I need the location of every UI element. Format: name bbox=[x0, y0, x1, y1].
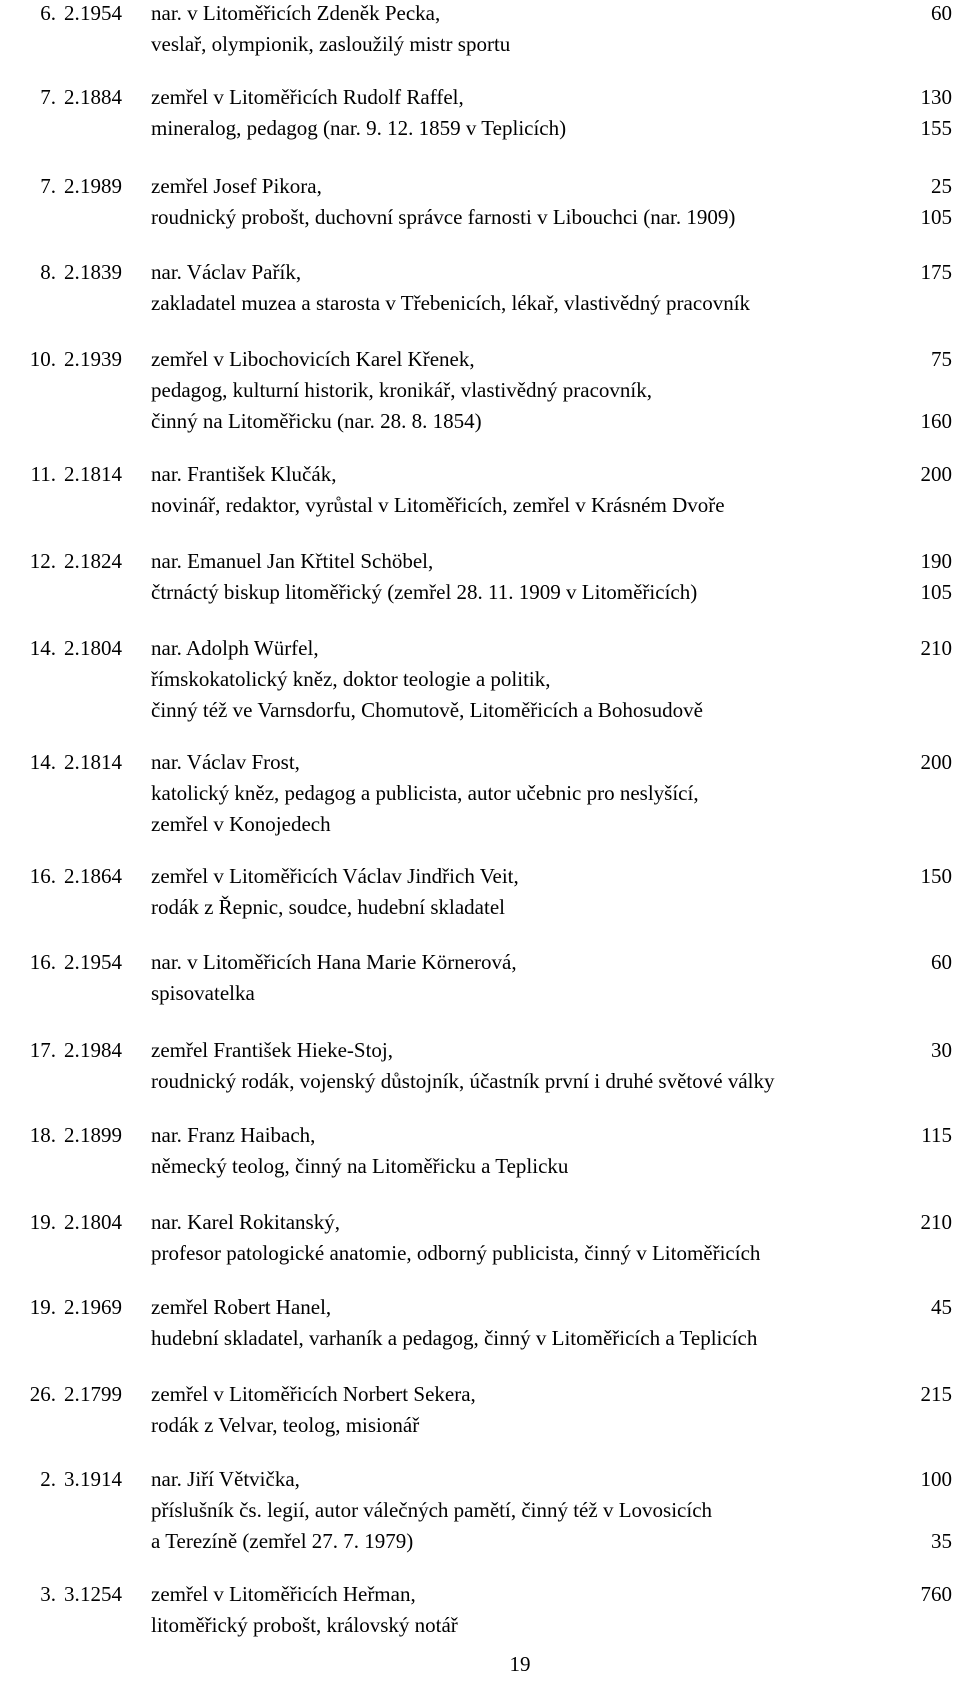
entry-month: 2. bbox=[64, 950, 80, 974]
entry-day: 19. bbox=[29, 1295, 56, 1319]
entry-text: hudební skladatel, varhaník a pedagog, činný v Litoměřicích a Teplicích bbox=[151, 1326, 758, 1350]
entry-text: novinář, redaktor, vyrůstal v Litoměřicích, zemřel v Krásném Dvoře bbox=[151, 493, 725, 517]
entry-day: 18. bbox=[29, 1123, 56, 1147]
anniversary-entry bbox=[0, 461, 960, 523]
entry-year: 1884 bbox=[80, 85, 122, 109]
entry-text: zemřel v Litoměřicích Rudolf Raffel, bbox=[151, 85, 464, 109]
entry-month: 2. bbox=[64, 864, 80, 888]
entry-month: 2. bbox=[64, 1123, 80, 1147]
entry-year: 1799 bbox=[80, 1382, 122, 1406]
entry-text: katolický kněz, pedagog a publicista, autor učebnic pro neslyšící, bbox=[151, 781, 699, 805]
entry-first-line bbox=[0, 635, 960, 666]
anniversary-years: 160 bbox=[920, 409, 952, 433]
entry-year: 1954 bbox=[80, 1, 122, 25]
entry-continuation-line bbox=[0, 290, 960, 321]
entry-text: nar. Emanuel Jan Křtitel Schöbel, bbox=[151, 549, 434, 573]
entry-month: 3. bbox=[64, 1582, 80, 1606]
entry-first-line bbox=[0, 949, 960, 980]
entry-first-line bbox=[0, 84, 960, 115]
entry-first-line bbox=[0, 1581, 960, 1612]
entry-first-line bbox=[0, 173, 960, 204]
entry-first-line bbox=[0, 1381, 960, 1412]
entry-text: zemřel v Libochovicích Karel Křenek, bbox=[151, 347, 475, 371]
entry-month: 2. bbox=[64, 1382, 80, 1406]
entry-first-line bbox=[0, 1037, 960, 1068]
entry-text: zemřel v Litoměřicích Heřman, bbox=[151, 1582, 416, 1606]
anniversary-years: 150 bbox=[920, 864, 952, 888]
entry-year: 1984 bbox=[80, 1038, 122, 1062]
anniversary-years: 115 bbox=[921, 1123, 952, 1147]
entry-text: zemřel v Litoměřicích Norbert Sekera, bbox=[151, 1382, 476, 1406]
entry-year: 1969 bbox=[80, 1295, 122, 1319]
entry-continuation-line bbox=[0, 1412, 960, 1443]
anniversary-entry bbox=[0, 346, 960, 439]
anniversary-years: 45 bbox=[931, 1295, 952, 1319]
entry-first-line bbox=[0, 1466, 960, 1497]
anniversary-years: 200 bbox=[920, 750, 952, 774]
anniversary-entry bbox=[0, 749, 960, 842]
entry-day: 14. bbox=[29, 750, 56, 774]
entry-month: 2. bbox=[64, 174, 80, 198]
entry-text: nar. v Litoměřicích Zdeněk Pecka, bbox=[151, 1, 441, 25]
entry-continuation-line bbox=[0, 1240, 960, 1271]
entry-year: 1804 bbox=[80, 636, 122, 660]
entry-text: roudnický probošt, duchovní správce farnosti v Libouchci (nar. 1909) bbox=[151, 205, 736, 229]
entry-text: veslař, olympionik, zasloužilý mistr sportu bbox=[151, 32, 511, 56]
anniversary-entry bbox=[0, 1466, 960, 1559]
entry-month: 2. bbox=[64, 1295, 80, 1319]
entry-month: 2. bbox=[64, 750, 80, 774]
anniversary-years: 210 bbox=[920, 1210, 952, 1234]
entry-text: litoměřický probošt, královský notář bbox=[151, 1613, 458, 1637]
entry-text: německý teolog, činný na Litoměřicku a Teplicku bbox=[151, 1154, 569, 1178]
entry-year: 1899 bbox=[80, 1123, 122, 1147]
entry-text: příslušník čs. legií, autor válečných pamětí, činný též v Lovosicích bbox=[151, 1498, 713, 1522]
anniversary-years: 100 bbox=[920, 1467, 952, 1491]
anniversary-years: 75 bbox=[931, 347, 952, 371]
entry-month: 2. bbox=[64, 549, 80, 573]
entry-day: 7. bbox=[40, 85, 56, 109]
entry-text: zemřel v Litoměřicích Václav Jindřich Veit, bbox=[151, 864, 519, 888]
entry-year: 1839 bbox=[80, 260, 122, 284]
entry-text: nar. Franz Haibach, bbox=[151, 1123, 316, 1147]
anniversary-entry bbox=[0, 1122, 960, 1184]
entry-day: 14. bbox=[29, 636, 56, 660]
entry-continuation-line bbox=[0, 1528, 960, 1559]
anniversary-entry bbox=[0, 1037, 960, 1099]
entry-continuation-line bbox=[0, 492, 960, 523]
entry-year: 1939 bbox=[80, 347, 122, 371]
entry-text: profesor patologické anatomie, odborný publicista, činný v Litoměřicích bbox=[151, 1241, 761, 1265]
entry-year: 1989 bbox=[80, 174, 122, 198]
entry-text: zemřel v Konojedech bbox=[151, 812, 331, 836]
entry-continuation-line bbox=[0, 579, 960, 610]
entry-text: nar. Jiří Větvička, bbox=[151, 1467, 300, 1491]
entry-first-line bbox=[0, 1209, 960, 1240]
entry-continuation-line bbox=[0, 1153, 960, 1184]
entry-text: rodák z Řepnic, soudce, hudební skladatel bbox=[151, 895, 505, 919]
anniversary-years: 200 bbox=[920, 462, 952, 486]
entry-text: zemřel Robert Hanel, bbox=[151, 1295, 332, 1319]
entry-year: 1824 bbox=[80, 549, 122, 573]
entry-continuation-line bbox=[0, 115, 960, 146]
anniversary-entry bbox=[0, 1581, 960, 1643]
entry-text: mineralog, pedagog (nar. 9. 12. 1859 v Teplicích) bbox=[151, 116, 567, 140]
anniversary-years: 60 bbox=[931, 950, 952, 974]
entry-month: 2. bbox=[64, 462, 80, 486]
entry-text: rodák z Velvar, teolog, misionář bbox=[151, 1413, 420, 1437]
entry-year: 1254 bbox=[80, 1582, 122, 1606]
entry-continuation-line bbox=[0, 1068, 960, 1099]
anniversary-years: 60 bbox=[931, 1, 952, 25]
entry-text: činný též ve Varnsdorfu, Chomutově, Litoměřicích a Bohosudově bbox=[151, 698, 703, 722]
entry-year: 1814 bbox=[80, 750, 122, 774]
anniversary-years: 190 bbox=[920, 549, 952, 573]
entry-continuation-line bbox=[0, 204, 960, 235]
entry-text: čtrnáctý biskup litoměřický (zemřel 28. 11. 1909 v Litoměřicích) bbox=[151, 580, 698, 604]
anniversary-years: 130 bbox=[920, 85, 952, 109]
anniversary-entry bbox=[0, 1381, 960, 1443]
entry-month: 2. bbox=[64, 260, 80, 284]
entry-day: 8. bbox=[40, 260, 56, 284]
entry-year: 1814 bbox=[80, 462, 122, 486]
anniversary-entry bbox=[0, 0, 960, 62]
entry-year: 1954 bbox=[80, 950, 122, 974]
entry-day: 17. bbox=[29, 1038, 56, 1062]
entry-day: 6. bbox=[40, 1, 56, 25]
anniversary-years: 215 bbox=[920, 1382, 952, 1406]
anniversary-entry bbox=[0, 863, 960, 925]
entry-continuation-line bbox=[0, 780, 960, 811]
entry-continuation-line bbox=[0, 980, 960, 1011]
anniversary-years: 35 bbox=[931, 1529, 952, 1553]
entry-first-line bbox=[0, 259, 960, 290]
anniversary-years: 25 bbox=[931, 174, 952, 198]
anniversary-years: 105 bbox=[920, 580, 952, 604]
anniversary-years: 760 bbox=[920, 1582, 952, 1606]
entry-text: spisovatelka bbox=[151, 981, 255, 1005]
entry-month: 2. bbox=[64, 1, 80, 25]
entry-year: 1864 bbox=[80, 864, 122, 888]
page-number: 19 bbox=[509, 1652, 531, 1676]
anniversary-entry bbox=[0, 635, 960, 728]
entry-text: nar. Adolph Würfel, bbox=[151, 636, 319, 660]
entry-first-line bbox=[0, 461, 960, 492]
entry-first-line bbox=[0, 0, 960, 31]
entry-day: 2. bbox=[40, 1467, 56, 1491]
anniversary-entry bbox=[0, 949, 960, 1011]
entry-continuation-line bbox=[0, 408, 960, 439]
entry-continuation-line bbox=[0, 31, 960, 62]
entry-first-line bbox=[0, 749, 960, 780]
entry-text: roudnický rodák, vojenský důstojník, účastník první i druhé světové války bbox=[151, 1069, 775, 1093]
entry-text: zakladatel muzea a starosta v Třebenicích, lékař, vlastivědný pracovník bbox=[151, 291, 751, 315]
entry-text: nar. Václav Frost, bbox=[151, 750, 300, 774]
entry-text: zemřel František Hieke-Stoj, bbox=[151, 1038, 394, 1062]
anniversary-entry bbox=[0, 173, 960, 235]
entry-day: 7. bbox=[40, 174, 56, 198]
entry-first-line bbox=[0, 548, 960, 579]
entry-text: nar. Karel Rokitanský, bbox=[151, 1210, 340, 1234]
entry-month: 2. bbox=[64, 347, 80, 371]
entry-first-line bbox=[0, 346, 960, 377]
entry-continuation-line bbox=[0, 1612, 960, 1643]
entry-text: nar. František Klučák, bbox=[151, 462, 337, 486]
entry-month: 2. bbox=[64, 1038, 80, 1062]
anniversary-entry bbox=[0, 1209, 960, 1271]
entry-text: zemřel Josef Pikora, bbox=[151, 174, 322, 198]
entry-day: 12. bbox=[29, 549, 56, 573]
entry-continuation-line bbox=[0, 697, 960, 728]
entry-continuation-line bbox=[0, 1325, 960, 1356]
anniversary-entry bbox=[0, 84, 960, 146]
entry-year: 1914 bbox=[80, 1467, 122, 1491]
entry-continuation-line bbox=[0, 1497, 960, 1528]
anniversary-years: 105 bbox=[920, 205, 952, 229]
entry-continuation-line bbox=[0, 811, 960, 842]
entry-day: 26. bbox=[29, 1382, 56, 1406]
anniversary-entry bbox=[0, 259, 960, 321]
entry-text: pedagog, kulturní historik, kronikář, vlastivědný pracovník, bbox=[151, 378, 652, 402]
anniversary-entry bbox=[0, 1294, 960, 1356]
entry-continuation-line bbox=[0, 666, 960, 697]
entry-day: 11. bbox=[30, 462, 56, 486]
entry-month: 2. bbox=[64, 636, 80, 660]
entry-first-line bbox=[0, 863, 960, 894]
entry-day: 10. bbox=[29, 347, 56, 371]
entry-day: 16. bbox=[29, 950, 56, 974]
entry-month: 2. bbox=[64, 1210, 80, 1234]
anniversary-entry bbox=[0, 548, 960, 610]
entry-day: 19. bbox=[29, 1210, 56, 1234]
entry-day: 3. bbox=[40, 1582, 56, 1606]
entry-year: 1804 bbox=[80, 1210, 122, 1234]
entry-text: nar. Václav Pařík, bbox=[151, 260, 302, 284]
entry-month: 3. bbox=[64, 1467, 80, 1491]
entry-day: 16. bbox=[29, 864, 56, 888]
anniversary-years: 30 bbox=[931, 1038, 952, 1062]
entry-first-line bbox=[0, 1122, 960, 1153]
anniversary-years: 155 bbox=[920, 116, 952, 140]
entry-text: římskokatolický kněz, doktor teologie a politik, bbox=[151, 667, 551, 691]
entry-text: nar. v Litoměřicích Hana Marie Körnerová, bbox=[151, 950, 517, 974]
entry-continuation-line bbox=[0, 894, 960, 925]
anniversary-years: 210 bbox=[920, 636, 952, 660]
entry-continuation-line bbox=[0, 377, 960, 408]
anniversary-years: 175 bbox=[920, 260, 952, 284]
entry-text: a Terezíně (zemřel 27. 7. 1979) bbox=[151, 1529, 414, 1553]
entry-month: 2. bbox=[64, 85, 80, 109]
entry-text: činný na Litoměřicku (nar. 28. 8. 1854) bbox=[151, 409, 482, 433]
entry-first-line bbox=[0, 1294, 960, 1325]
